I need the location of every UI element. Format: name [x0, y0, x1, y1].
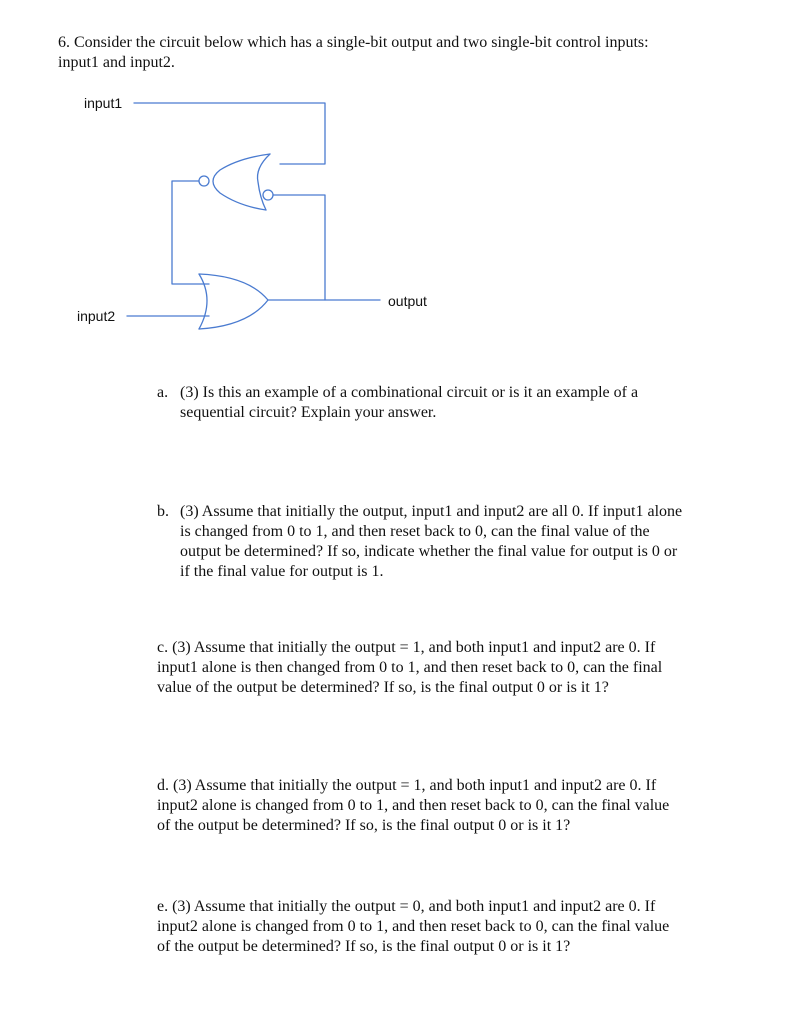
input1-label: input1: [84, 95, 123, 111]
circuit-diagram: [0, 0, 790, 360]
part-d-text: d. (3) Assume that initially the output = 1, and both input1 and input2 are 0. If input2 alone is changed from 0 to 1, and then reset back to 0, can the final value of the output be determined? If so, is the final output 0 or is it 1?: [157, 777, 670, 834]
part-b-text: (3) Assume that initially the output, input1 and input2 are all 0. If input1 alone is changed from 0 to 1, and then reset back to 0, can the final value of the output be determined? If so, indicate whether the final value for output is 0 or if the final value for output is 1.: [180, 503, 683, 580]
input2-label: input2: [77, 308, 116, 324]
question-header: 6. Consider the circuit below which has a single-bit output and two single-bit control inputs: input1 and input2.: [58, 34, 649, 71]
part-e-text: e. (3) Assume that initially the output = 0, and both input1 and input2 are 0. If input2 alone is changed from 0 to 1, and then reset back to 0, can the final value of the output be determined? If so, is the final output 0 or is it 1?: [157, 898, 670, 955]
input1-wire: [134, 103, 325, 164]
output-label: output: [388, 293, 427, 309]
part-a-text: (3) Is this an example of a combinational circuit or is it an example of a sequential circuit? Explain your answer.: [180, 384, 639, 421]
nand-gate: [199, 154, 273, 210]
inversion-bubble-left: [199, 176, 209, 186]
loop-wire: [172, 181, 209, 284]
or-gate: [199, 274, 268, 329]
part-a-marker: a.: [157, 384, 169, 401]
feedback-wire: [273, 195, 325, 300]
part-c-text: c. (3) Assume that initially the output = 1, and both input1 and input2 are 0. If input1 alone is then changed from 0 to 1, and then reset back to 0, can the final value of the output be determined? If so, is the final output 0 or is it 1?: [157, 639, 663, 696]
part-b-marker: b.: [157, 503, 169, 520]
inversion-bubble-right: [263, 190, 273, 200]
